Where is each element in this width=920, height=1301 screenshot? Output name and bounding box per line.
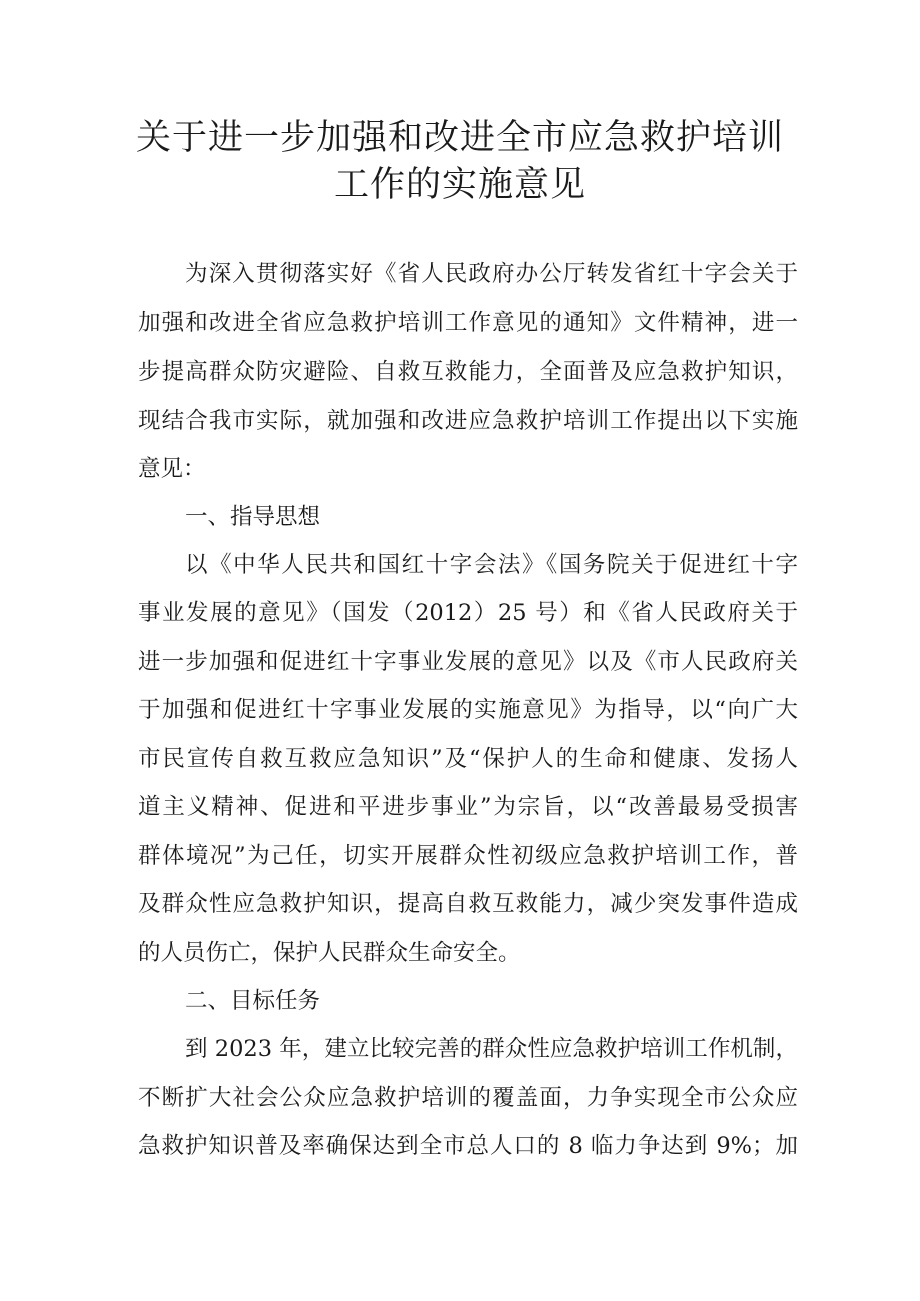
document-title-line-1: 关于进一步加强和改进全市应急救护培训 bbox=[135, 118, 784, 158]
paragraph-line: 及群众性应急救护知识，提高自救互救能力，减少突发事件造成 bbox=[138, 891, 798, 917]
section-heading: 一、指导思想 bbox=[185, 504, 321, 530]
paragraph-line: 急救护知识普及率确保达到全市总人口的 8 临力争达到 9%；加 bbox=[138, 1133, 798, 1159]
paragraph-line: 意见： bbox=[138, 456, 206, 482]
paragraph-line: 市民宣传自救互救应急知识”及“保护人的生命和健康、发扬人 bbox=[138, 746, 798, 772]
paragraph-line: 为深入贯彻落实好《省人民政府办公厅转发省红十字会关于 bbox=[185, 261, 798, 287]
document-title-line-2: 工作的实施意见 bbox=[333, 165, 586, 205]
paragraph-line: 到 2023 年，建立比较完善的群众性应急救护培训工作机制， bbox=[185, 1036, 798, 1062]
paragraph-line: 群体境况”为己任，切实开展群众性初级应急救护培训工作，普 bbox=[138, 843, 798, 869]
paragraph-line: 的人员伤亡，保护人民群众生命安全。 bbox=[138, 940, 521, 966]
paragraph-line: 于加强和促进红十字事业发展的实施意见》为指导，以“向广大 bbox=[138, 697, 798, 723]
paragraph-line: 以《中华人民共和国红十字会法》《国务院关于促进红十字 bbox=[185, 552, 798, 578]
paragraph-line: 事业发展的意见》（国发（2012）25 号）和《省人民政府关于 bbox=[138, 600, 798, 626]
paragraph-line: 道主义精神、促进和平进步事业”为宗旨，以“改善最易受损害 bbox=[138, 794, 798, 820]
section-heading: 二、目标任务 bbox=[185, 988, 321, 1014]
paragraph-line: 加强和改进全省应急救护培训工作意见的通知》文件精神，进一 bbox=[138, 310, 798, 336]
paragraph-line: 进一步加强和促进红十字事业发展的意见》以及《市人民政府关 bbox=[138, 649, 798, 675]
paragraph-line: 现结合我市实际，就加强和改进应急救护培训工作提出以下实施 bbox=[138, 408, 798, 434]
paragraph-line: 步提高群众防灾避险、自救互救能力，全面普及应急救护知识， bbox=[138, 359, 798, 385]
paragraph-line: 不断扩大社会公众应急救护培训的覆盖面，力争实现全市公众应 bbox=[138, 1085, 798, 1111]
